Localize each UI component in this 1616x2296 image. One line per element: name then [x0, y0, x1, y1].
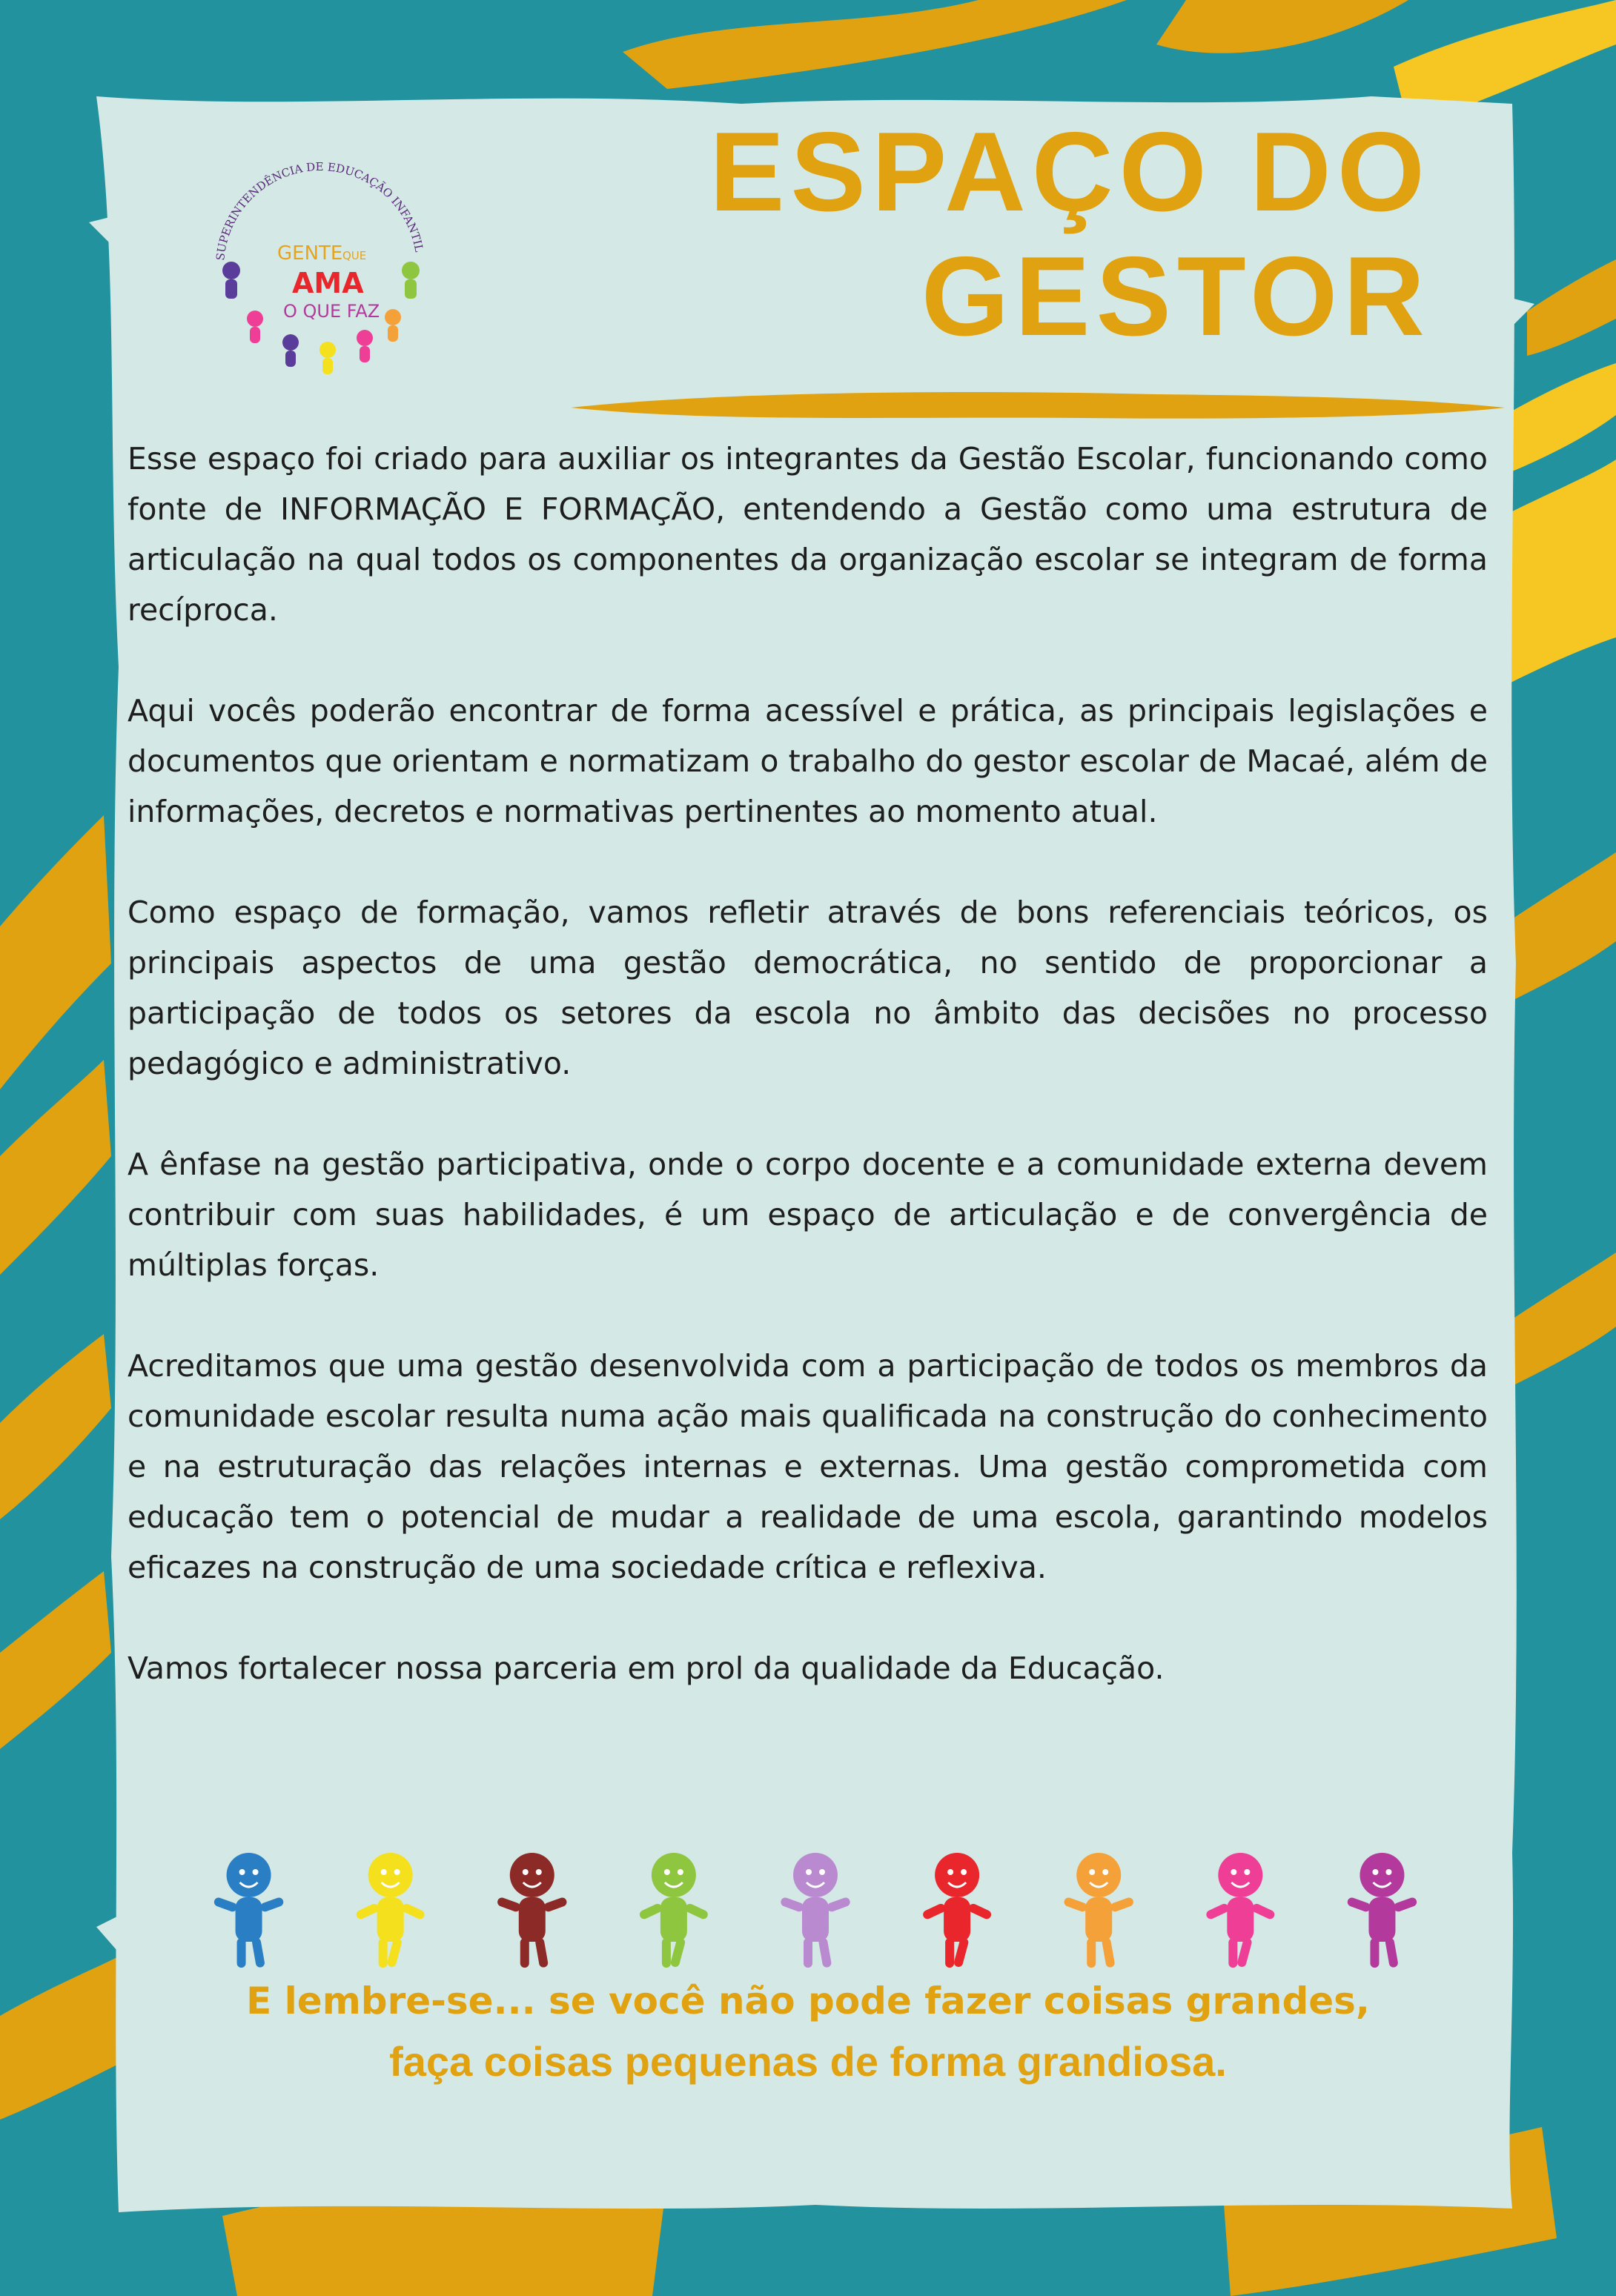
closing-line-1: E lembre-se... se você não pode fazer coisas grandes, [246, 1980, 1370, 2023]
paragraph-3: Como espaço de formação, vamos refletir através de bons referenciais teóricos, os principais aspectos de uma gestão democrática, no sentido de proporcionar a participação de todos os setores da escola no âmbito das decisões no processo pedagógico e administrativo. [128, 895, 1488, 1081]
logo-arc-text: SUPERINTENDÊNCIA DE EDUCAÇÃO INFANTIL [213, 159, 426, 262]
paragraph-5: Acreditamos que uma gestão desenvolvida com a participação de todos os membros da comunidade escolar resulta numa ação mais qualificada na construção do conhecimento e na estruturação das relações internas e externas. Uma gestão comprometida com educação tem o potencial de mudar a realidade de uma escola, garantindo modelos eficazes na construção de uma sociedade crítica e reflexiva. [128, 1348, 1488, 1585]
kid-figure [921, 1853, 993, 1968]
body-text [128, 434, 1488, 1693]
title-underline-brush [563, 385, 1512, 430]
logo-word-ama: AMA [292, 267, 364, 299]
kids-illustration-row [178, 1845, 1453, 1979]
title-line-2: GESTOR [921, 233, 1431, 359]
logo-word-que: QUE [342, 249, 367, 262]
closing-quote [119, 1971, 1497, 2093]
emphasis-informacao-formacao: INFORMAÇÃO E FORMAÇÃO [279, 491, 716, 527]
paragraph-2: Aqui vocês poderão encontrar de forma acessível e prática, as principais legislações e documentos que orientam e normatizam o trabalho do gestor escolar de Macaé, além de informações, decretos e normativas pertinentes ao momento atual. [128, 693, 1488, 829]
paragraph-6: Vamos fortalecer nossa parceria em prol da qualidade da Educação. [128, 1650, 1165, 1686]
kid-figure [638, 1853, 709, 1968]
kid-figure [355, 1853, 426, 1968]
page-title [578, 110, 1431, 359]
logo-word-oquefaz: O QUE FAZ [283, 301, 380, 322]
kid-figure [1063, 1853, 1135, 1968]
kid-figure [496, 1853, 568, 1968]
kid-figure [1346, 1853, 1418, 1968]
kid-figure [780, 1853, 852, 1968]
paragraph-1: Esse espaço foi criado para auxiliar os integrantes da Gestão Escolar, funcionando como fonte de INFORMAÇÃO E FORMAÇÃO, entendendo a Gestão como uma estrutura de articulação na qual todos os componentes da organização escolar se integram de forma recíproca. [128, 441, 1488, 628]
logo [194, 141, 446, 393]
kid-figure [1205, 1853, 1276, 1968]
title-line-1: ESPAÇO DO [709, 109, 1431, 235]
logo-word-gente: GENTE [277, 242, 343, 265]
paragraph-4: A ênfase na gestão participativa, onde o corpo docente e a comunidade externa devem contribuir com suas habilidades, é um espaço de articulação e de convergência de múltiplas forças. [128, 1147, 1488, 1283]
closing-line-2: faça coisas pequenas de forma grandiosa. [389, 2038, 1227, 2085]
kid-figure [213, 1853, 285, 1968]
